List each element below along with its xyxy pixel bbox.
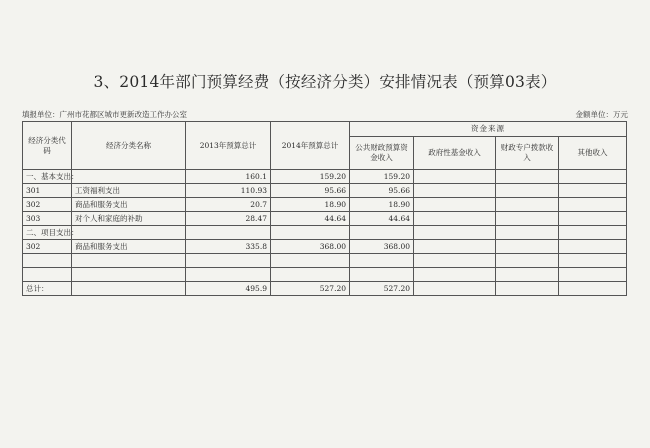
table-row [23,226,627,240]
header-row-top [23,122,627,137]
cell-gov-fund [414,254,496,268]
cell-gov-fund [414,226,496,240]
cell-name: 工资福利支出 [72,184,186,198]
cell-total-2013 [186,268,271,282]
cell-total-2014: 159.20 [271,170,350,184]
cell-gov-fund [414,268,496,282]
header-fund-source: 资金来源 [350,122,627,137]
cell-name [72,170,186,184]
table-row [23,282,627,296]
table-row [23,240,627,254]
budget-table [22,121,627,296]
cell-public-finance: 527.20 [350,282,414,296]
cell-public-finance: 44.64 [350,212,414,226]
header-public-finance: 公共财政预算资金收入 [350,137,414,170]
cell-name [72,254,186,268]
cell-total-2013 [186,254,271,268]
cell-gov-fund [414,184,496,198]
cell-total-2013: 20.7 [186,198,271,212]
cell-other-income [559,226,627,240]
cell-total-2013: 28.47 [186,212,271,226]
cell-name: 商品和服务支出 [72,198,186,212]
cell-total-2013: 335.8 [186,240,271,254]
cell-special-transfer [496,268,559,282]
cell-special-transfer [496,226,559,240]
cell-public-finance [350,226,414,240]
table-row [23,198,627,212]
cell-name [72,268,186,282]
cell-public-finance: 159.20 [350,170,414,184]
cell-code: 302 [23,198,72,212]
cell-public-finance: 368.00 [350,240,414,254]
cell-total-2014 [271,254,350,268]
cell-gov-fund [414,170,496,184]
cell-special-transfer [496,170,559,184]
cell-code: 二、项目支出： [23,226,72,240]
cell-total-2014 [271,226,350,240]
table-row [23,170,627,184]
cell-code [23,254,72,268]
cell-other-income [559,198,627,212]
cell-special-transfer [496,184,559,198]
cell-public-finance [350,254,414,268]
cell-code [23,268,72,282]
cell-total-2014: 368.00 [271,240,350,254]
cell-other-income [559,170,627,184]
cell-name [72,226,186,240]
cell-total-2014: 95.66 [271,184,350,198]
cell-code: 302 [23,240,72,254]
header-name: 经济分类名称 [72,122,186,170]
cell-total-2014: 18.90 [271,198,350,212]
header-special-transfer: 财政专户拨款收入 [496,137,559,170]
cell-gov-fund [414,212,496,226]
cell-other-income [559,212,627,226]
table-row [23,268,627,282]
cell-name: 对个人和家庭的补助 [72,212,186,226]
cell-other-income [559,254,627,268]
reporting-unit: 填报单位：广州市花都区城市更新改造工作办公室 [22,110,187,119]
cell-gov-fund [414,240,496,254]
cell-public-finance [350,268,414,282]
cell-gov-fund [414,198,496,212]
table-body [23,170,627,296]
cell-total-2013: 160.1 [186,170,271,184]
cell-special-transfer [496,212,559,226]
cell-special-transfer [496,198,559,212]
header-gov-fund: 政府性基金收入 [414,137,496,170]
cell-name: 商品和服务支出 [72,240,186,254]
cell-total-2013: 495.9 [186,282,271,296]
cell-public-finance: 95.66 [350,184,414,198]
page-title: 3、2014年部门预算经费（按经济分类）安排情况表（预算03表） [93,73,557,91]
cell-special-transfer [496,240,559,254]
cell-code: 303 [23,212,72,226]
amount-unit: 金额单位：万元 [575,110,628,119]
header-other-income: 其他收入 [559,137,627,170]
header-total-2013: 2013年预算总计 [186,122,271,170]
cell-total-2014: 527.20 [271,282,350,296]
table-row [23,254,627,268]
cell-other-income [559,240,627,254]
cell-special-transfer [496,282,559,296]
cell-code: 一、基本支出： [23,170,72,184]
header-code: 经济分类代码 [23,122,72,170]
table-row [23,212,627,226]
header-total-2014: 2014年预算总计 [271,122,350,170]
cell-other-income [559,184,627,198]
cell-gov-fund [414,282,496,296]
cell-special-transfer [496,254,559,268]
table-row [23,184,627,198]
cell-public-finance: 18.90 [350,198,414,212]
cell-code: 总计： [23,282,72,296]
cell-other-income [559,282,627,296]
cell-total-2014 [271,268,350,282]
cell-code: 301 [23,184,72,198]
cell-other-income [559,268,627,282]
cell-name [72,282,186,296]
cell-total-2013: 110.93 [186,184,271,198]
cell-total-2013 [186,226,271,240]
cell-total-2014: 44.64 [271,212,350,226]
